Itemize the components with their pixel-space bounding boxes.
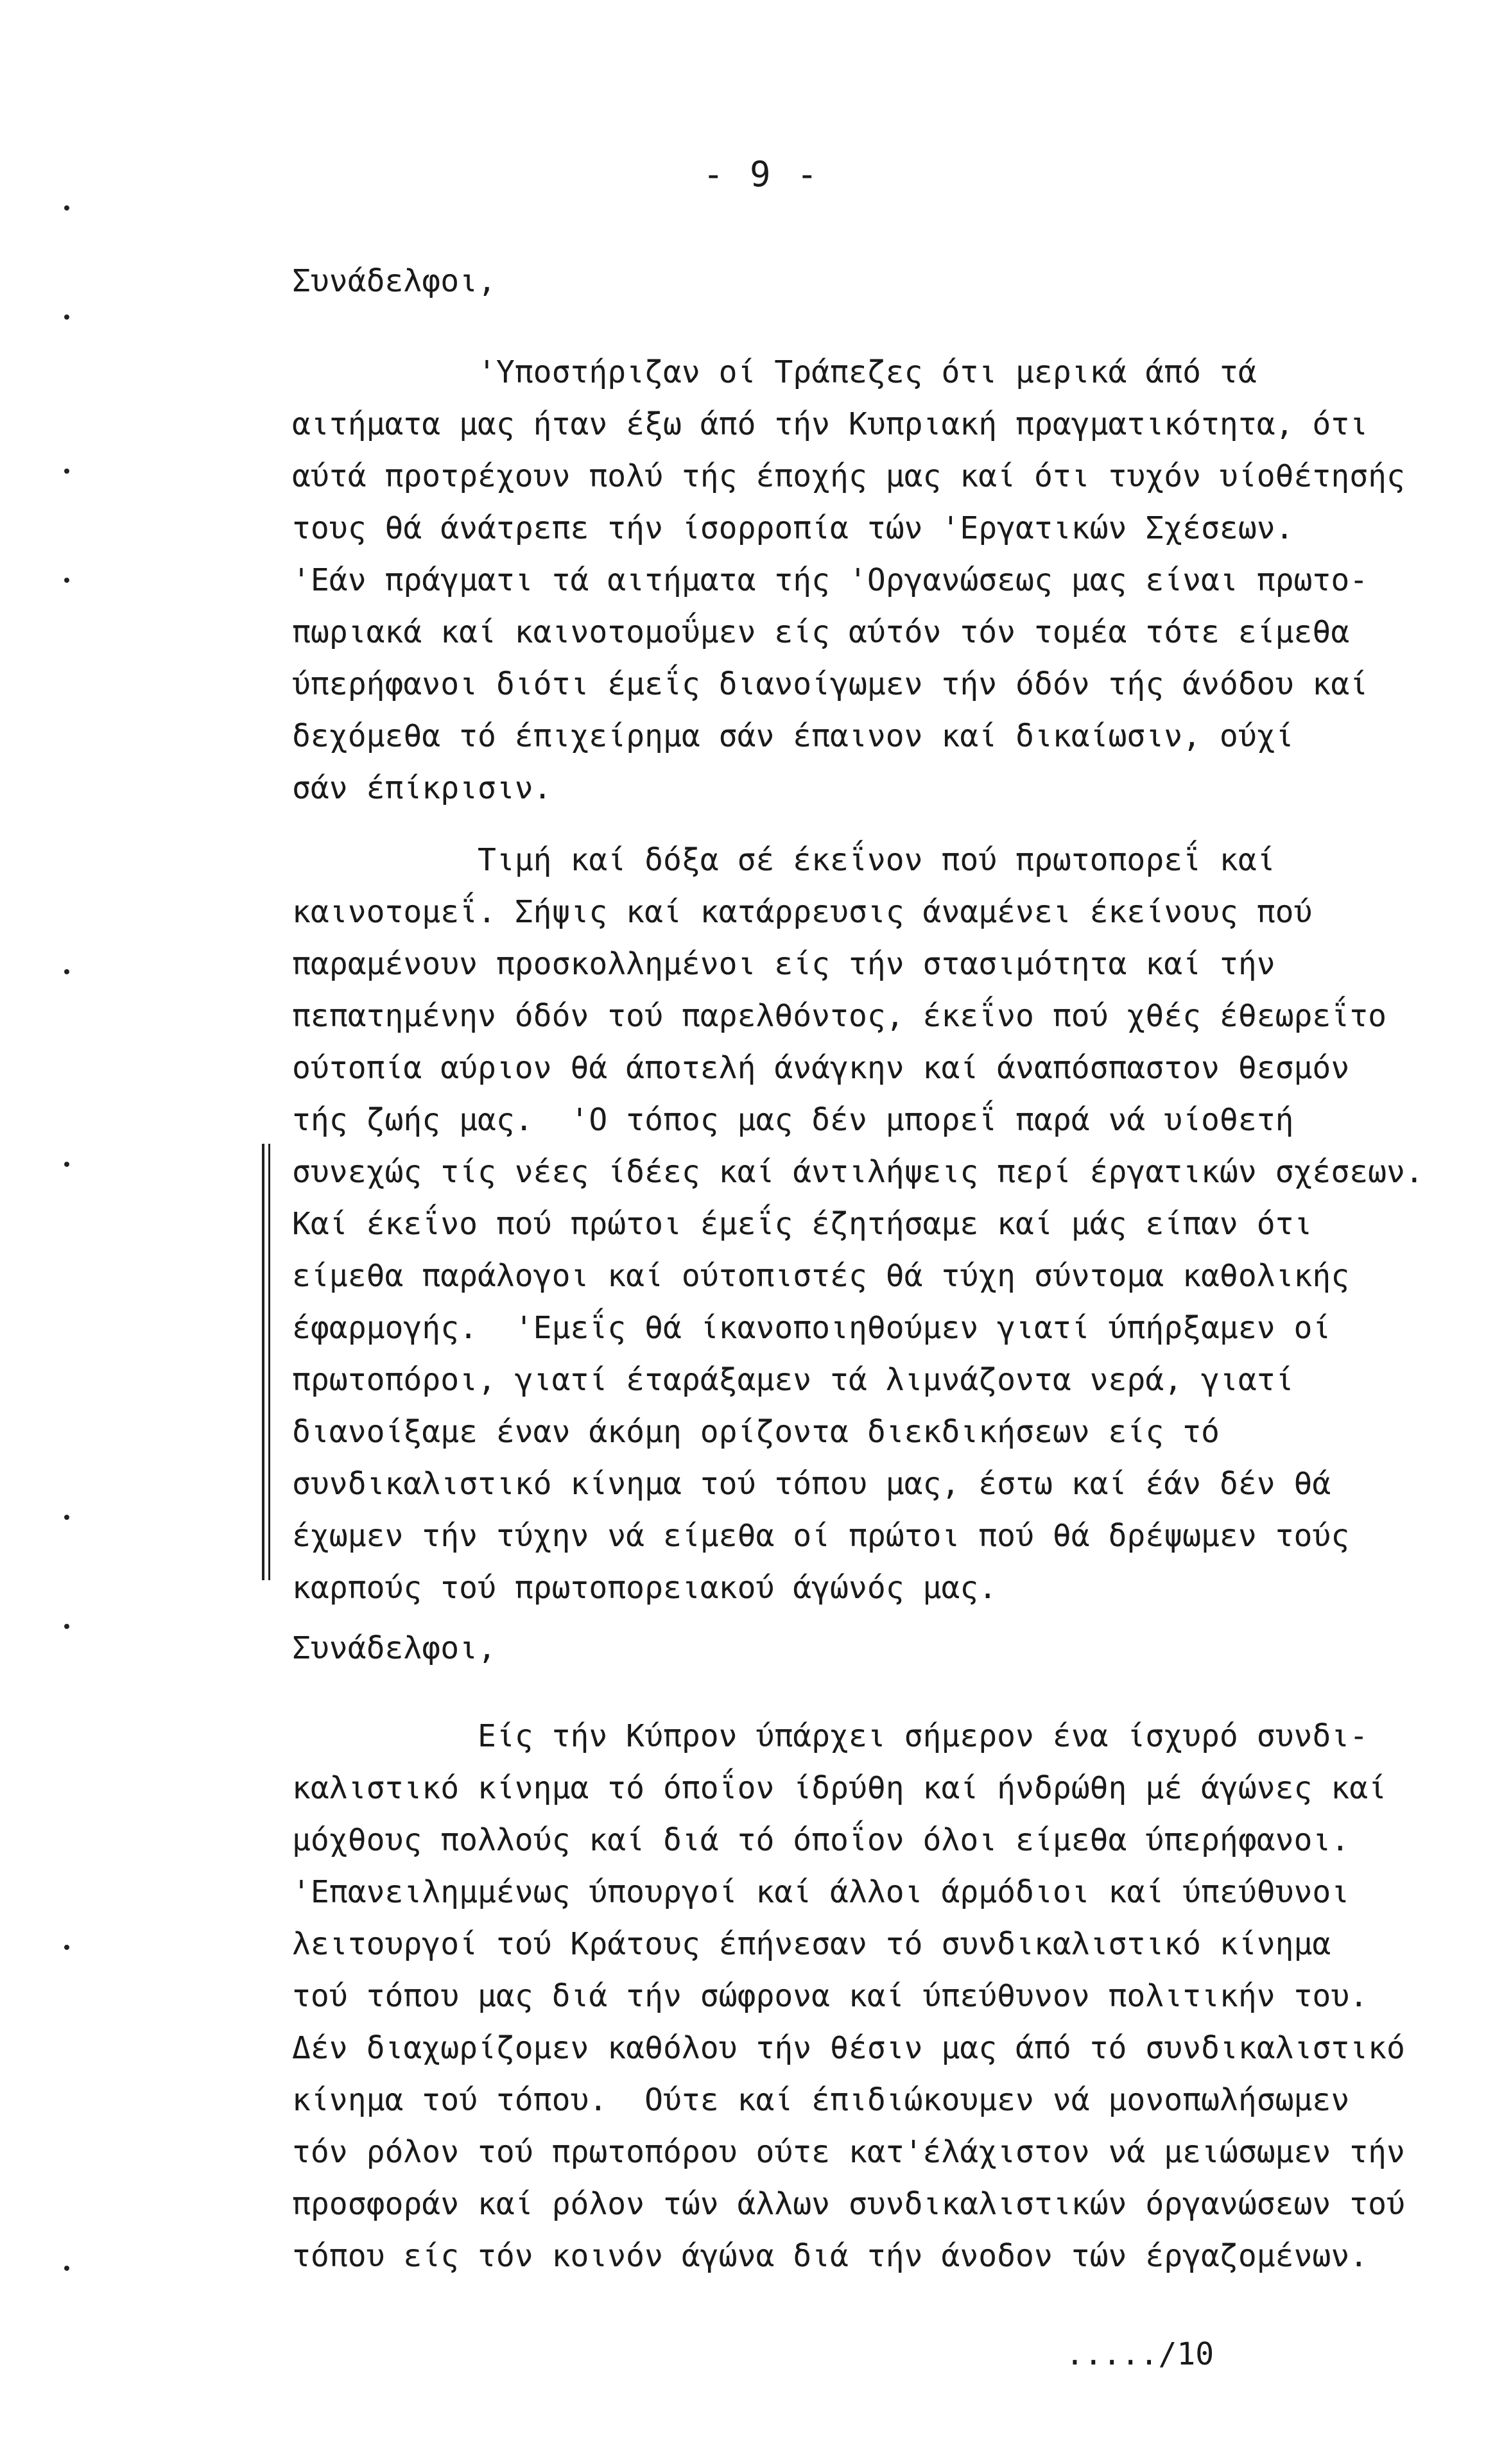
- text-line: Δέν διαχωρίζομεν καθόλου τήν θέσιν μας άπό τό συνδικαλιστικό: [292, 2030, 1405, 2066]
- text-line: πεπατημένην όδόν τού παρελθόντος, έκεΐνο πού χθές έθεωρεΐτο: [292, 998, 1387, 1034]
- salutation-2: Συνάδελφοι,: [292, 1630, 496, 1666]
- text-line: καρπούς τού πρωτοπορειακού άγώνός μας.: [292, 1570, 998, 1606]
- text-line: ούτοπία αύριον θά άποτελή άνάγκην καί άναπόσπαστον θεσμόν: [292, 1050, 1350, 1086]
- text-line: αιτήματα μας ήταν έξω άπό τήν Κυπριακή πραγματικότητα, ότι: [292, 406, 1369, 442]
- margin-sideline: [262, 1144, 270, 1580]
- text-line: τόν ρόλον τού πρωτοπόρου ούτε κατ'έλάχιστον νά μειώσωμεν τήν: [292, 2134, 1405, 2170]
- salutation-1: Συνάδελφοι,: [292, 263, 496, 299]
- page-number: - 9 -: [703, 154, 820, 194]
- text-line: καινοτομεΐ. Σήψις καί κατάρρευσις άναμένει έκείνους πού: [292, 894, 1313, 930]
- text-line: προσφοράν καί ρόλον τών άλλων συνδικαλιστικών όργανώσεων τού: [292, 2186, 1405, 2222]
- margin-speck: [64, 1624, 69, 1629]
- text-line: έχωμεν τήν τύχην νά είμεθα οί πρώτοι πού θά δρέψωμεν τούς: [292, 1518, 1350, 1554]
- text-line: έφαρμογής. 'Εμεΐς θά ίκανοποιηθούμεν γιατί ύπήρξαμεν οί: [292, 1310, 1331, 1346]
- text-line: 'Επανειλημμένως ύπουργοί καί άλλοι άρμόδιοι καί ύπεύθυνοι: [292, 1874, 1350, 1910]
- text-line: σάν έπίκρισιν.: [292, 770, 552, 806]
- text-line: τής ζωής μας. 'Ο τόπος μας δέν μπορεΐ παρά νά υίοθετή: [292, 1102, 1294, 1138]
- text-line: συνεχώς τίς νέες ίδέες καί άντιλήψεις περί έργατικών σχέσεων.: [292, 1154, 1424, 1190]
- text-line: 'Υποστήριζαν οί Τράπεζες ότι μερικά άπό τά: [292, 354, 1257, 390]
- margin-speck: [64, 1162, 69, 1167]
- paragraph-1: [292, 347, 1405, 814]
- text-line: καλιστικό κίνημα τό όποΐον ίδρύθη καί ήνδρώθη μέ άγώνες καί: [292, 1770, 1387, 1806]
- continuation-marker: ...../10: [1066, 2336, 1214, 2372]
- margin-speck: [64, 205, 69, 211]
- text-line: πωριακά καί καινοτομοΰμεν είς αύτόν τόν τομέα τότε είμεθα: [292, 614, 1350, 650]
- margin-speck: [64, 314, 69, 320]
- paragraph-2: [292, 834, 1424, 1614]
- text-line: Τιμή καί δόξα σέ έκεΐνον πού πρωτοπορεΐ καί: [292, 842, 1275, 878]
- text-line: παραμένουν προσκολλημένοι είς τήν στασιμότητα καί τήν: [292, 946, 1275, 982]
- margin-speck: [64, 1515, 69, 1520]
- text-line: Είς τήν Κύπρον ύπάρχει σήμερον ένα ίσχυρό συνδι-: [292, 1718, 1369, 1754]
- margin-speck: [64, 578, 69, 583]
- text-line: ύπερήφανοι διότι έμεΐς διανοίγωμεν τήν όδόν τής άνόδου καί: [292, 666, 1369, 702]
- text-line: λειτουργοί τού Κράτους έπήνεσαν τό συνδικαλιστικό κίνημα: [292, 1926, 1331, 1962]
- margin-speck: [64, 469, 69, 474]
- paragraph-3: [292, 1710, 1405, 2282]
- text-line: τόπου είς τόν κοινόν άγώνα διά τήν άνοδον τών έργαζομένων.: [292, 2238, 1369, 2274]
- text-line: τους θά άνάτρεπε τήν ίσορροπία τών 'Εργατικών Σχέσεων.: [292, 510, 1294, 546]
- margin-speck: [64, 969, 69, 974]
- margin-speck: [64, 1945, 69, 1950]
- text-line: Καί έκεΐνο πού πρώτοι έμεΐς έζητήσαμε καί μάς είπαν ότι: [292, 1206, 1313, 1242]
- text-line: διανοίξαμε έναν άκόμη ορίζοντα διεκδικήσεων είς τό: [292, 1414, 1220, 1450]
- text-line: 'Εάν πράγματι τά αιτήματα τής 'Οργανώσεως μας είναι πρωτο-: [292, 562, 1369, 598]
- text-line: συνδικαλιστικό κίνημα τού τόπου μας, έστω καί έάν δέν θά: [292, 1466, 1331, 1502]
- text-line: δεχόμεθα τό έπιχείρημα σάν έπαινον καί δικαίωσιν, ούχί: [292, 718, 1294, 754]
- text-line: μόχθους πολλούς καί διά τό όποΐον όλοι είμεθα ύπερήφανοι.: [292, 1822, 1350, 1858]
- text-line: κίνημα τού τόπου. Ούτε καί έπιδιώκουμεν νά μονοπωλήσωμεν: [292, 2082, 1350, 2118]
- text-line: είμεθα παράλογοι καί ούτοπιστές θά τύχη σύντομα καθολικής: [292, 1258, 1350, 1294]
- text-line: πρωτοπόροι, γιατί έταράξαμεν τά λιμνάζοντα νερά, γιατί: [292, 1362, 1294, 1398]
- text-line: τού τόπου μας διά τήν σώφρονα καί ύπεύθυνον πολιτικήν του.: [292, 1978, 1369, 2014]
- text-line: αύτά προτρέχουν πολύ τής έποχής μας καί ότι τυχόν υίοθέτησής: [292, 458, 1405, 494]
- margin-speck: [64, 2266, 69, 2271]
